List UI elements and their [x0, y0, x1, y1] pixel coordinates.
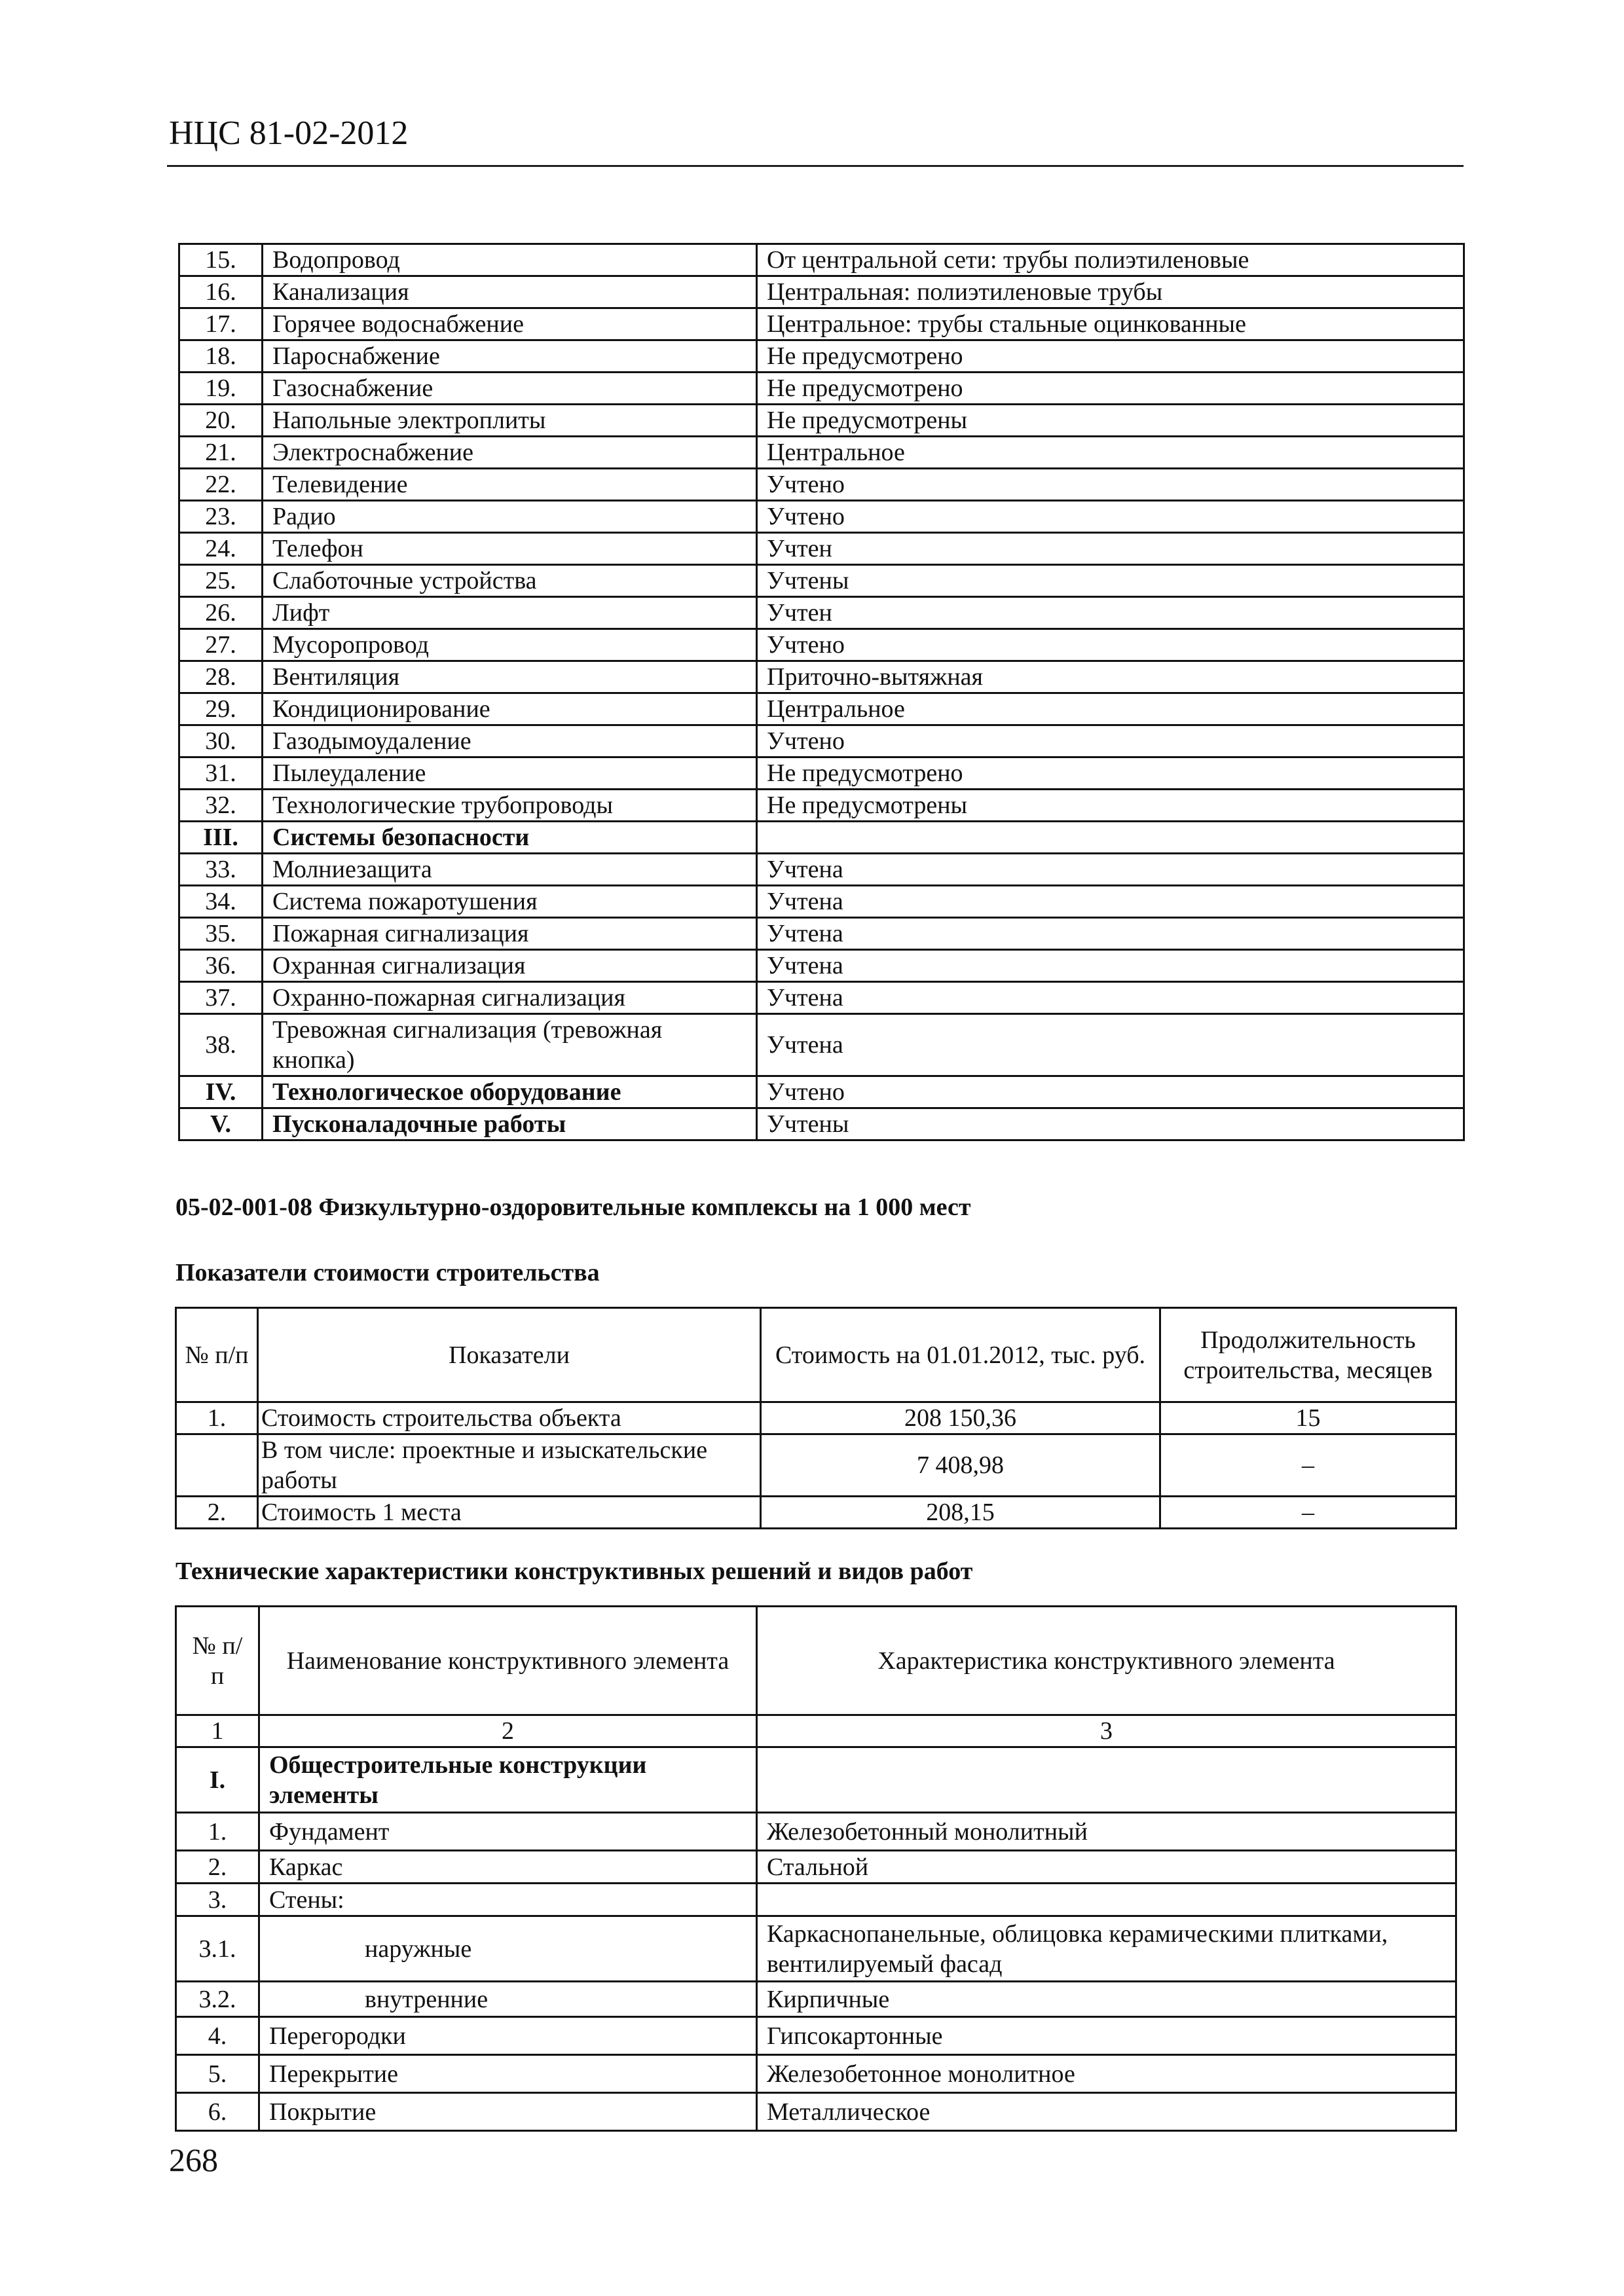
system-name: Канализация — [263, 276, 757, 308]
table-row — [179, 437, 1464, 469]
system-name: Телефон — [263, 533, 757, 565]
cost-header-number: № п/п — [176, 1308, 258, 1402]
system-value: Учтена — [757, 950, 1464, 982]
system-value: Приточно-вытяжная — [757, 661, 1464, 693]
tech-heading: Технические характеристики конструктивных решений и видов работ — [175, 1558, 973, 1585]
system-value: Центральное — [757, 693, 1464, 725]
element-name: Каркас — [259, 1851, 757, 1884]
table-row — [179, 661, 1464, 693]
system-value: Не предусмотрены — [757, 790, 1464, 822]
system-name: Газодымоудаление — [263, 725, 757, 757]
row-number: 16. — [179, 276, 263, 308]
row-number: 33. — [179, 854, 263, 886]
row-number: 34. — [179, 886, 263, 918]
table-row — [179, 469, 1464, 501]
system-name: Технологические трубопроводы — [263, 790, 757, 822]
cost-header-indicator: Показатели — [258, 1308, 761, 1402]
system-name: Технологическое оборудование — [263, 1076, 757, 1108]
cost-indicators-table — [175, 1307, 1457, 1529]
system-name: Горячее водоснабжение — [263, 308, 757, 340]
system-name: Лифт — [263, 597, 757, 629]
system-value: От центральной сети: трубы полиэтиленовые — [757, 244, 1464, 276]
element-description: Железобетонное монолитное — [757, 2055, 1456, 2093]
row-number: I. — [176, 1747, 259, 1813]
element-description: Металлическое — [757, 2093, 1456, 2131]
section-title: 05-02-001-08 Физкультурно-оздоровительные комплексы на 1 000 мест — [175, 1194, 971, 1221]
system-value: Учтена — [757, 918, 1464, 950]
table-row — [176, 2055, 1456, 2093]
system-name: Пылеудаление — [263, 757, 757, 790]
row-number: 31. — [179, 757, 263, 790]
cost-header-duration: Продолжительность строительства, месяцев — [1160, 1308, 1456, 1402]
system-value: Учтена — [757, 982, 1464, 1014]
row-number: V. — [179, 1108, 263, 1140]
element-name: Перегородки — [259, 2017, 757, 2055]
system-name: Электроснабжение — [263, 437, 757, 469]
system-value: Учтено — [757, 501, 1464, 533]
table-row — [179, 308, 1464, 340]
indicator-name: Стоимость строительства объекта — [258, 1402, 761, 1434]
row-number: 21. — [179, 437, 263, 469]
table-row — [179, 1014, 1464, 1076]
system-name: Водопровод — [263, 244, 757, 276]
system-name: Газоснабжение — [263, 373, 757, 405]
cost-heading: Показатели стоимости строительства — [175, 1259, 600, 1286]
system-name: Слаботочные устройства — [263, 565, 757, 597]
table-row — [179, 725, 1464, 757]
table-row — [179, 405, 1464, 437]
row-number: 37. — [179, 982, 263, 1014]
system-value: Учтен — [757, 597, 1464, 629]
element-name: Стены: — [259, 1884, 757, 1916]
document-code: НЦС 81-02-2012 — [169, 115, 409, 152]
cost-value: 7 408,98 — [761, 1434, 1160, 1497]
system-value: Центральное: трубы стальные оцинкованные — [757, 308, 1464, 340]
row-number: 36. — [179, 950, 263, 982]
duration-value: 15 — [1160, 1402, 1456, 1434]
row-number: 2. — [176, 1497, 258, 1529]
indicator-name: В том числе: проектные и изыскательские работы — [258, 1434, 761, 1497]
table-row — [176, 1813, 1456, 1851]
table-row — [179, 597, 1464, 629]
system-name: Пожарная сигнализация — [263, 918, 757, 950]
system-value: Учтена — [757, 1014, 1464, 1076]
row-number: 3. — [176, 1884, 259, 1916]
row-number: 29. — [179, 693, 263, 725]
row-number: IV. — [179, 1076, 263, 1108]
element-name: наружные — [259, 1916, 757, 1982]
system-value — [757, 822, 1464, 854]
row-number: 26. — [179, 597, 263, 629]
cost-value: 208,15 — [761, 1497, 1160, 1529]
row-number: 24. — [179, 533, 263, 565]
system-value: Не предусмотрено — [757, 757, 1464, 790]
table-row — [176, 1916, 1456, 1982]
technical-characteristics-table — [175, 1605, 1457, 2132]
cost-value: 208 150,36 — [761, 1402, 1160, 1434]
system-value: Учтена — [757, 886, 1464, 918]
row-number: 20. — [179, 405, 263, 437]
row-number: 15. — [179, 244, 263, 276]
row-number: 28. — [179, 661, 263, 693]
element-description: Гипсокартонные — [757, 2017, 1456, 2055]
system-name: Кондиционирование — [263, 693, 757, 725]
row-number: 6. — [176, 2093, 259, 2131]
row-number: 25. — [179, 565, 263, 597]
system-value: Учтен — [757, 533, 1464, 565]
table-row — [176, 1747, 1456, 1813]
table-row — [179, 822, 1464, 854]
table-row — [176, 1497, 1456, 1529]
row-number: III. — [179, 822, 263, 854]
column-number-2: 2 — [259, 1715, 757, 1747]
system-value: Учтено — [757, 1076, 1464, 1108]
system-name: Системы безопасности — [263, 822, 757, 854]
system-name: Телевидение — [263, 469, 757, 501]
table-row — [179, 340, 1464, 373]
column-number-1: 1 — [176, 1715, 259, 1747]
row-number: 27. — [179, 629, 263, 661]
table-row — [179, 886, 1464, 918]
row-number: 30. — [179, 725, 263, 757]
table-row — [179, 950, 1464, 982]
system-value: Учтено — [757, 629, 1464, 661]
table-row — [179, 501, 1464, 533]
system-name: Вентиляция — [263, 661, 757, 693]
row-number: 23. — [179, 501, 263, 533]
system-name: Мусоропровод — [263, 629, 757, 661]
table-row — [179, 982, 1464, 1014]
system-value: Не предусмотрено — [757, 340, 1464, 373]
row-number: 2. — [176, 1851, 259, 1884]
system-name: Пароснабжение — [263, 340, 757, 373]
element-description: Стальной — [757, 1851, 1456, 1884]
system-name: Охранно-пожарная сигнализация — [263, 982, 757, 1014]
system-value: Центральное — [757, 437, 1464, 469]
table-row — [179, 790, 1464, 822]
system-value: Центральная: полиэтиленовые трубы — [757, 276, 1464, 308]
tech-header-name: Наименование конструктивного элемента — [259, 1607, 757, 1715]
row-number: 3.2. — [176, 1982, 259, 2017]
element-description: Каркаснопанельные, облицовка керамическими плитками, вентилируемый фасад — [757, 1916, 1456, 1982]
row-number — [176, 1434, 258, 1497]
table-row — [176, 1884, 1456, 1916]
element-name: Общестроительные конструкции элементы — [259, 1747, 757, 1813]
element-name: внутренние — [259, 1982, 757, 2017]
duration-value: – — [1160, 1434, 1456, 1497]
row-number: 19. — [179, 373, 263, 405]
row-number: 1. — [176, 1813, 259, 1851]
system-name: Тревожная сигнализация (тревожная кнопка) — [263, 1014, 757, 1076]
table-row — [179, 276, 1464, 308]
row-number: 3.1. — [176, 1916, 259, 1982]
table-row — [179, 565, 1464, 597]
table-row — [176, 1851, 1456, 1884]
system-value: Учтена — [757, 854, 1464, 886]
element-name: Покрытие — [259, 2093, 757, 2131]
table-row — [179, 918, 1464, 950]
system-value: Учтено — [757, 725, 1464, 757]
row-number: 35. — [179, 918, 263, 950]
system-name: Пусконаладочные работы — [263, 1108, 757, 1140]
indicator-name: Стоимость 1 места — [258, 1497, 761, 1529]
system-value: Учтено — [757, 469, 1464, 501]
column-number-3: 3 — [757, 1715, 1456, 1747]
table-row — [179, 757, 1464, 790]
table-row — [179, 1076, 1464, 1108]
element-description — [757, 1884, 1456, 1916]
system-value: Учтены — [757, 565, 1464, 597]
tech-header-desc: Характеристика конструктивного элемента — [757, 1607, 1456, 1715]
table-row — [176, 1434, 1456, 1497]
table-row — [179, 629, 1464, 661]
table-row — [176, 1402, 1456, 1434]
system-name: Радио — [263, 501, 757, 533]
page-number: 268 — [169, 2141, 218, 2178]
row-number: 1. — [176, 1402, 258, 1434]
system-value: Учтены — [757, 1108, 1464, 1140]
system-value: Не предусмотрено — [757, 373, 1464, 405]
element-description: Железобетонный монолитный — [757, 1813, 1456, 1851]
engineering-systems-table — [178, 243, 1465, 1141]
row-number: 32. — [179, 790, 263, 822]
row-number: 17. — [179, 308, 263, 340]
system-value: Не предусмотрены — [757, 405, 1464, 437]
row-number: 22. — [179, 469, 263, 501]
system-name: Молниезащита — [263, 854, 757, 886]
table-row — [179, 373, 1464, 405]
table-row — [179, 854, 1464, 886]
table-row — [179, 533, 1464, 565]
tech-header-number: № п/п — [176, 1607, 259, 1715]
element-description — [757, 1747, 1456, 1813]
cost-header-cost: Стоимость на 01.01.2012, тыс. руб. — [761, 1308, 1160, 1402]
element-name: Перекрытие — [259, 2055, 757, 2093]
row-number: 18. — [179, 340, 263, 373]
row-number: 4. — [176, 2017, 259, 2055]
table-row — [176, 2093, 1456, 2131]
element-description: Кирпичные — [757, 1982, 1456, 2017]
table-row — [176, 1982, 1456, 2017]
header-divider — [167, 165, 1464, 167]
row-number: 5. — [176, 2055, 259, 2093]
table-row — [179, 693, 1464, 725]
row-number: 38. — [179, 1014, 263, 1076]
system-name: Охранная сигнализация — [263, 950, 757, 982]
table-row — [176, 2017, 1456, 2055]
system-name: Напольные электроплиты — [263, 405, 757, 437]
table-row — [179, 244, 1464, 276]
table-row — [179, 1108, 1464, 1140]
system-name: Система пожаротушения — [263, 886, 757, 918]
duration-value: – — [1160, 1497, 1456, 1529]
element-name: Фундамент — [259, 1813, 757, 1851]
